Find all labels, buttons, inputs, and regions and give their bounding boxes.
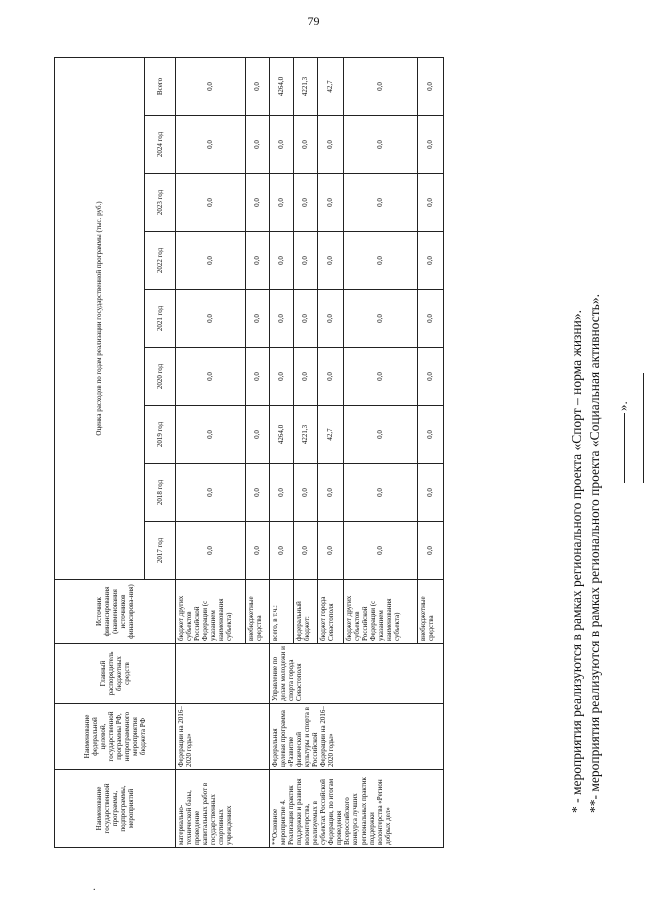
value-cell: 0,0 (317, 173, 343, 231)
page-number: 79 (307, 14, 320, 28)
value-cell: 0,0 (175, 289, 245, 347)
value-cell: 0,0 (317, 115, 343, 173)
source-cell: федеральный бюджет: (293, 579, 317, 643)
value-cell: 0,0 (317, 289, 343, 347)
header-source: Источник финансирования (наименования источников финансирова-ния) (54, 579, 175, 643)
value-cell: 0,0 (245, 231, 269, 289)
year-header: 2017 год (144, 521, 175, 579)
stray-mark: . (93, 882, 96, 893)
header-row (54, 57, 144, 847)
value-cell: 0,0 (417, 405, 443, 463)
value-cell: 0,0 (293, 289, 317, 347)
source-cell: внебюджетные средства (417, 579, 443, 643)
total-cell: 0,0 (343, 57, 417, 115)
value-cell: 0,0 (175, 231, 245, 289)
value-cell: 0,0 (343, 347, 417, 405)
source-cell: бюджет других субъектов Российской Федерации (с указанием наименования субъекта) (175, 579, 245, 643)
value-cell: 0,0 (417, 173, 443, 231)
value-cell: 0,0 (269, 521, 293, 579)
year-header: 2024 год (144, 115, 175, 173)
value-cell: 0,0 (175, 115, 245, 173)
table-row (175, 57, 245, 847)
value-cell: 0,0 (175, 173, 245, 231)
budget-table (54, 56, 444, 847)
value-cell: 0,0 (175, 463, 245, 521)
federal-program-cell: Федерации на 2016–2020 годы» (175, 703, 269, 769)
value-cell: 0,0 (417, 115, 443, 173)
header-estimate: Оценка расходов по годам реализации государственной программы (тыс. руб.) (54, 57, 144, 579)
closing-rule (623, 413, 624, 483)
table-row (269, 57, 293, 847)
header-program-name: Наименование государственной программы, подпрограммы, мероприятий (54, 769, 175, 847)
value-cell: 0,0 (245, 521, 269, 579)
value-cell: 0,0 (343, 231, 417, 289)
total-cell: 4264,0 (269, 57, 293, 115)
value-cell: 4221,3 (293, 405, 317, 463)
value-cell: 0,0 (245, 115, 269, 173)
value-cell: 0,0 (293, 463, 317, 521)
footnote-social: **- мероприятия реализуются в рамках регионального проекта «Социальная активность». (586, 293, 602, 813)
value-cell: 0,0 (343, 405, 417, 463)
value-cell: 0,0 (269, 173, 293, 231)
footnote-sport: * - мероприятия реализуются в рамках регионального проекта «Спорт – норма жизни». (568, 309, 584, 813)
value-cell: 0,0 (245, 347, 269, 405)
value-cell: 0,0 (417, 521, 443, 579)
value-cell: 0,0 (417, 289, 443, 347)
signature-rule (643, 373, 644, 483)
value-cell: 0,0 (245, 173, 269, 231)
source-cell: бюджет города Севастополя (317, 579, 343, 643)
year-header: 2019 год (144, 405, 175, 463)
value-cell: 0,0 (269, 289, 293, 347)
value-cell: 0,0 (175, 405, 245, 463)
closing-quote: ». (614, 400, 630, 411)
source-cell: внебюджетные средства (245, 579, 269, 643)
total-cell: 0,0 (417, 57, 443, 115)
value-cell: 0,0 (317, 521, 343, 579)
distributor-cell (175, 643, 269, 703)
value-cell: 0,0 (293, 173, 317, 231)
distributor-cell: Управление по делам молодежи и спорта города Севастополя (269, 643, 443, 703)
value-cell: 42,7 (317, 405, 343, 463)
value-cell: 0,0 (317, 231, 343, 289)
value-cell: 0,0 (175, 347, 245, 405)
footnotes (569, 93, 659, 813)
value-cell: 0,0 (293, 347, 317, 405)
value-cell: 0,0 (245, 405, 269, 463)
value-cell: 0,0 (317, 347, 343, 405)
value-cell: 0,0 (417, 463, 443, 521)
total-cell: 42,7 (317, 57, 343, 115)
year-header: 2018 год (144, 463, 175, 521)
value-cell: 0,0 (269, 347, 293, 405)
value-cell: 0,0 (175, 521, 245, 579)
source-cell: бюджет других субъектов Российской Федерации (с указанием наименования субъекта) (343, 579, 417, 643)
value-cell: 0,0 (245, 463, 269, 521)
value-cell: 0,0 (269, 115, 293, 173)
value-cell: 0,0 (343, 173, 417, 231)
year-header: 2020 год (144, 347, 175, 405)
value-cell: 4264,0 (269, 405, 293, 463)
value-cell: 0,0 (293, 231, 317, 289)
value-cell: 0,0 (293, 521, 317, 579)
header-distributor: Главный распорядитель бюджетных средств (54, 643, 175, 703)
total-cell: 0,0 (245, 57, 269, 115)
value-cell: 0,0 (343, 521, 417, 579)
federal-program-cell: Федеральная целевая программа «Развитие физической культуры и спорта в Российской Федерации на 2016–2020 годы» (269, 703, 443, 769)
value-cell: 0,0 (269, 231, 293, 289)
closing-mark (615, 93, 644, 813)
value-cell: 0,0 (417, 231, 443, 289)
year-header: 2023 год (144, 173, 175, 231)
value-cell: 0,0 (293, 115, 317, 173)
value-cell: 0,0 (245, 289, 269, 347)
header-federal-program: Наименование федеральной целевой, государственной программы РФ, непрограммного мероприятия бюджета РФ (54, 703, 175, 769)
value-cell: 0,0 (269, 463, 293, 521)
year-header: 2022 год (144, 231, 175, 289)
program-name-cell: **Основное мероприятие 4. Реализация практик поддержки и развития волонтерства, реализуемых в субъектах Российской Федерации, по итогам проведения Всероссийского конкурса лучших региональных практик поддержки волонтерства «Регион добрых дел» (269, 769, 443, 847)
source-cell: всего, в т.ч.: (269, 579, 293, 643)
total-cell: 0,0 (175, 57, 245, 115)
value-cell: 0,0 (317, 463, 343, 521)
value-cell: 0,0 (343, 289, 417, 347)
total-header: Всего (144, 57, 175, 115)
value-cell: 0,0 (417, 347, 443, 405)
value-cell: 0,0 (343, 115, 417, 173)
total-cell: 4221,3 (293, 57, 317, 115)
table-wrapper (54, 58, 574, 848)
value-cell: 0,0 (343, 463, 417, 521)
program-name-cell: материально-технической базы, проведение капитальных работ в государственных спортивных учреждениях (175, 769, 269, 847)
year-header: 2021 год (144, 289, 175, 347)
